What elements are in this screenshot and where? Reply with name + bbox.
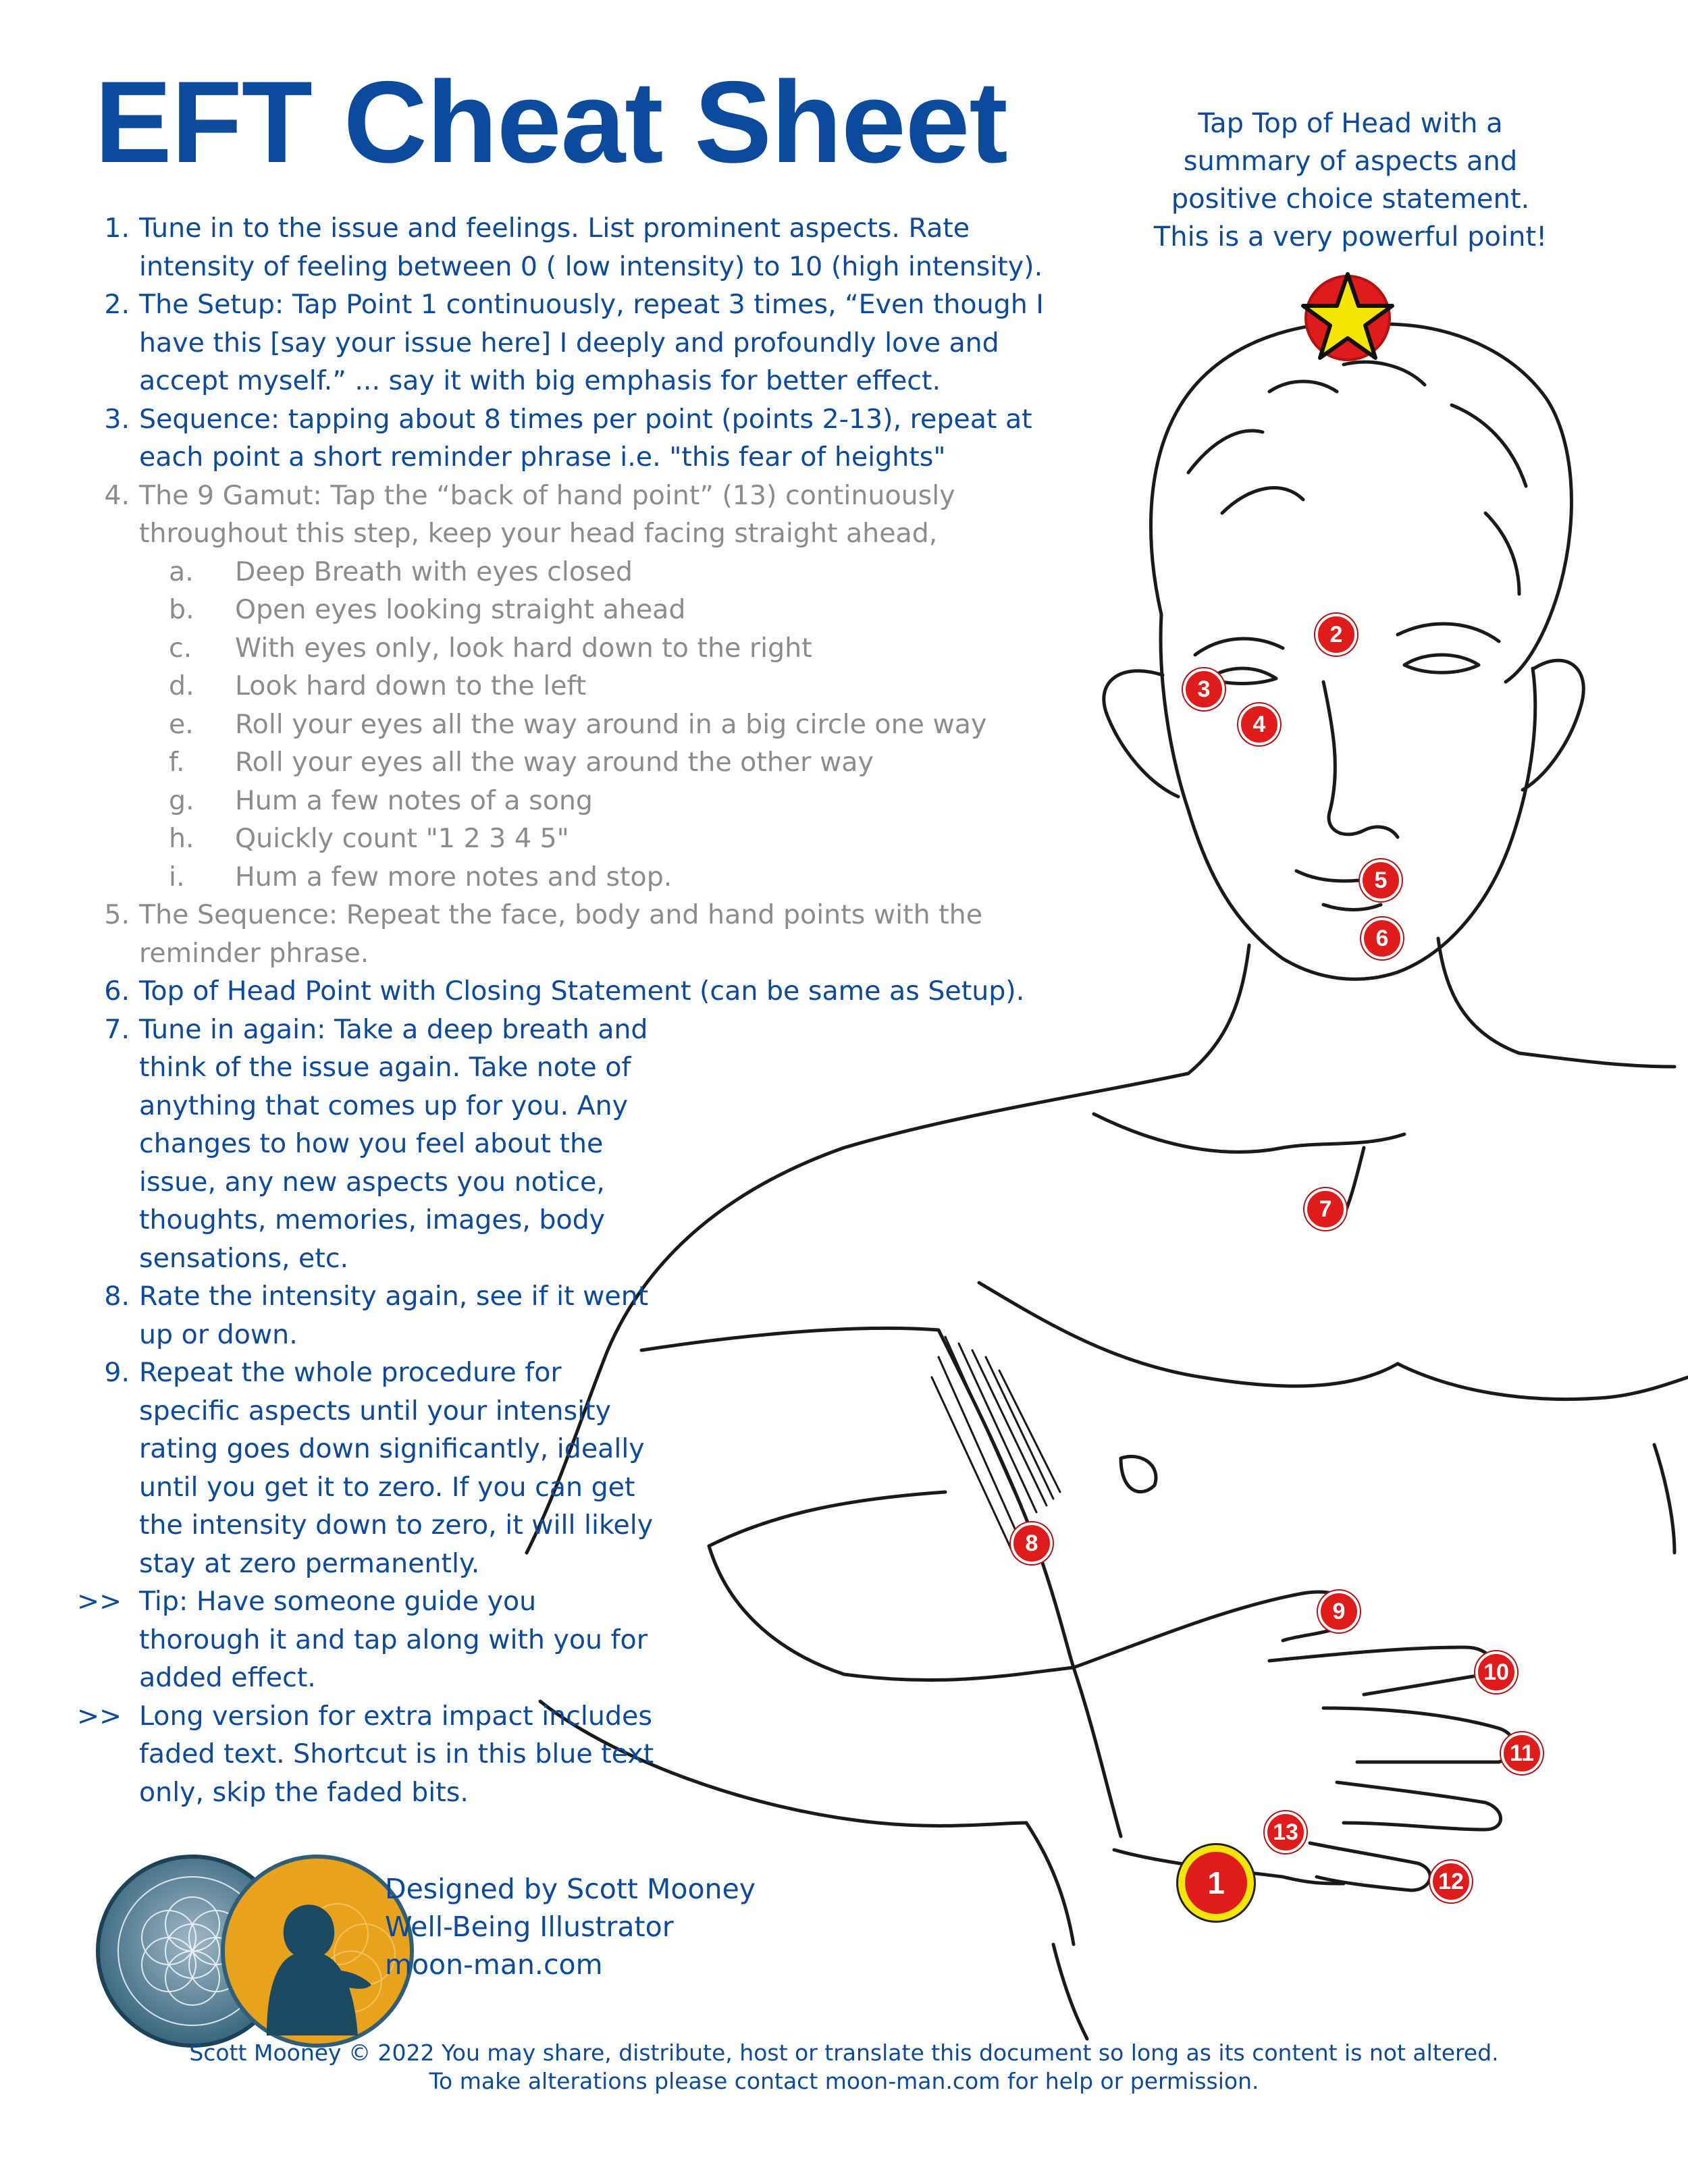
tip-marker: >>: [77, 1700, 122, 1732]
list-item: [81, 1011, 727, 1278]
tip-line: Tip: Have someone guide you: [139, 1586, 537, 1617]
step-line: Top of Head Point with Closing Statement (can be same as Setup).: [139, 976, 1025, 1007]
step-line: until you get it to zero. If you can get: [139, 1471, 635, 1503]
step-line: thoughts, memories, images, body: [139, 1204, 606, 1235]
gamut-letter: b.: [169, 594, 194, 625]
gamut-letter: h.: [169, 823, 194, 854]
list-item: [81, 400, 1111, 477]
gamut-item: [81, 667, 1111, 705]
step-number: 1.: [104, 213, 130, 244]
step-line: accept myself.” ... say it with big emphasis for better effect.: [139, 365, 941, 396]
credit-website[interactable]: moon-man.com: [385, 1948, 603, 1981]
gamut-letter: a.: [169, 556, 194, 587]
step-line: Repeat the whole procedure for: [139, 1357, 562, 1388]
tapping-point-11: 11: [1501, 1732, 1543, 1774]
tip-marker: >>: [77, 1586, 122, 1617]
step-line: each point a short reminder phrase i.e. "this fear of heights": [139, 442, 946, 473]
gamut-letter: f.: [169, 747, 185, 778]
gamut-item: [81, 553, 1111, 591]
step-line: the intensity down to zero, it will likely: [139, 1510, 654, 1541]
step-line: have this [say your issue here] I deeply and profoundly love and: [139, 327, 999, 358]
tapping-point-3: 3: [1183, 668, 1225, 710]
step-number: 7.: [104, 1013, 130, 1045]
gamut-item: [81, 591, 1111, 629]
list-item: [81, 972, 1111, 1011]
tip-item: [77, 1582, 727, 1697]
gamut-item: [81, 782, 1111, 820]
list-item: [81, 286, 1111, 400]
step-number: 8.: [104, 1281, 130, 1312]
gamut-item: [81, 629, 1111, 668]
step-line: sensations, etc.: [139, 1242, 349, 1274]
gamut-letter: g.: [169, 784, 194, 816]
top-note-line: summary of aspects and: [1183, 146, 1518, 177]
step-number: 3.: [104, 403, 130, 435]
step-number: 5.: [104, 899, 130, 930]
footer: [0, 2039, 1688, 2096]
step-line: Rate the intensity again, see if it went: [139, 1281, 649, 1312]
step-number: 2.: [104, 289, 130, 320]
credit-role: Well-Being Illustrator: [385, 1911, 674, 1943]
step-line: Sequence: tapping about 8 times per point (points 2-13), repeat at: [139, 403, 1032, 435]
step-line: think of the issue again. Take note of: [139, 1052, 631, 1083]
gamut-text: Hum a few notes of a song: [235, 784, 593, 816]
gamut-item: [81, 858, 1111, 897]
list-item: [81, 896, 1111, 972]
step-line: specific aspects until your intensity: [139, 1395, 611, 1427]
tapping-point-4: 4: [1238, 703, 1280, 745]
gamut-text: Open eyes looking straight ahead: [235, 594, 686, 625]
footer-permission: To make alterations please contact moon-man.com for help or permission.: [429, 2068, 1259, 2094]
tip-line: added effect.: [139, 1662, 316, 1693]
step-line: issue, any new aspects you notice,: [139, 1166, 605, 1198]
step-line: The Setup: Tap Point 1 continuously, repeat 3 times, “Even though I: [139, 289, 1044, 320]
step-line: Tune in to the issue and feelings. List prominent aspects. Rate: [139, 213, 970, 244]
top-note-line: This is a very powerful point!: [1153, 221, 1548, 252]
tip-line: faded text. Shortcut is in this blue text: [139, 1738, 654, 1769]
tapping-point-10: 10: [1475, 1651, 1517, 1693]
list-item: [81, 1277, 727, 1354]
list-item: [81, 477, 1111, 553]
step-line: up or down.: [139, 1319, 298, 1350]
gamut-text: Deep Breath with eyes closed: [235, 556, 633, 587]
top-note-line: positive choice statement.: [1171, 184, 1530, 215]
gamut-letter: e.: [169, 708, 194, 740]
tapping-point-2: 2: [1315, 614, 1357, 656]
step-line: The 9 Gamut: Tap the “back of hand point” (13) continuously: [139, 479, 955, 511]
tapping-point-12: 12: [1430, 1861, 1472, 1902]
step-number: 6.: [104, 976, 130, 1007]
step-line: rating goes down significantly, ideally: [139, 1433, 645, 1464]
tapping-point-5: 5: [1360, 859, 1402, 901]
gamut-item: [81, 705, 1111, 744]
tip-line: only, skip the faded bits.: [139, 1776, 469, 1808]
tapping-point-13: 13: [1265, 1811, 1307, 1853]
step-line: intensity of feeling between 0 ( low intensity) to 10 (high intensity).: [139, 250, 1043, 282]
tip-item: [77, 1697, 727, 1812]
list-item: [81, 209, 1111, 286]
step-line: anything that comes up for you. Any: [139, 1090, 628, 1121]
list-item: [81, 1354, 727, 1582]
steps-list: [77, 209, 1111, 1811]
gamut-text: Hum a few more notes and stop.: [235, 861, 672, 893]
star-icon: [1300, 269, 1396, 365]
tapping-point-8: 8: [1011, 1522, 1053, 1564]
gamut-text: With eyes only, look hard down to the right: [235, 632, 812, 664]
step-line: stay at zero permanently.: [139, 1547, 480, 1579]
step-line: changes to how you feel about the: [139, 1128, 604, 1159]
step-number: 4.: [104, 479, 130, 511]
gamut-letter: d.: [169, 670, 194, 701]
gamut-letter: c.: [169, 632, 192, 664]
top-note-line: Tap Top of Head with a: [1198, 108, 1503, 139]
step-line: throughout this step, keep your head facing straight ahead,: [139, 518, 938, 549]
tapping-point-9: 9: [1318, 1591, 1360, 1632]
credit-name: Designed by Scott Mooney: [385, 1873, 756, 1905]
page-title: EFT Cheat Sheet: [95, 57, 1007, 187]
gamut-letter: i.: [169, 861, 185, 893]
gamut-text: Roll your eyes all the way around the other way: [235, 747, 874, 778]
footer-copyright: Scott Mooney © 2022 You may share, distribute, host or translate this document so long as its content is not altered.: [189, 2040, 1499, 2066]
step-line: Tune in again: Take a deep breath and: [139, 1013, 648, 1045]
step-line: reminder phrase.: [139, 937, 369, 969]
tip-line: thorough it and tap along with you for: [139, 1624, 648, 1655]
tapping-point-1: 1: [1178, 1845, 1254, 1921]
gamut-text: Roll your eyes all the way around in a big circle one way: [235, 708, 987, 740]
credit-block: [385, 1870, 756, 1983]
tip-line: Long version for extra impact includes: [139, 1700, 652, 1732]
tapping-point-7: 7: [1304, 1188, 1346, 1230]
gamut-item: [81, 820, 1111, 858]
gamut-text: Quickly count "1 2 3 4 5": [235, 823, 569, 854]
step-number: 9.: [104, 1357, 130, 1388]
gamut-text: Look hard down to the left: [235, 670, 587, 701]
tapping-point-6: 6: [1361, 917, 1403, 959]
gamut-item: [81, 743, 1111, 782]
step-line: The Sequence: Repeat the face, body and hand points with the: [139, 899, 983, 930]
